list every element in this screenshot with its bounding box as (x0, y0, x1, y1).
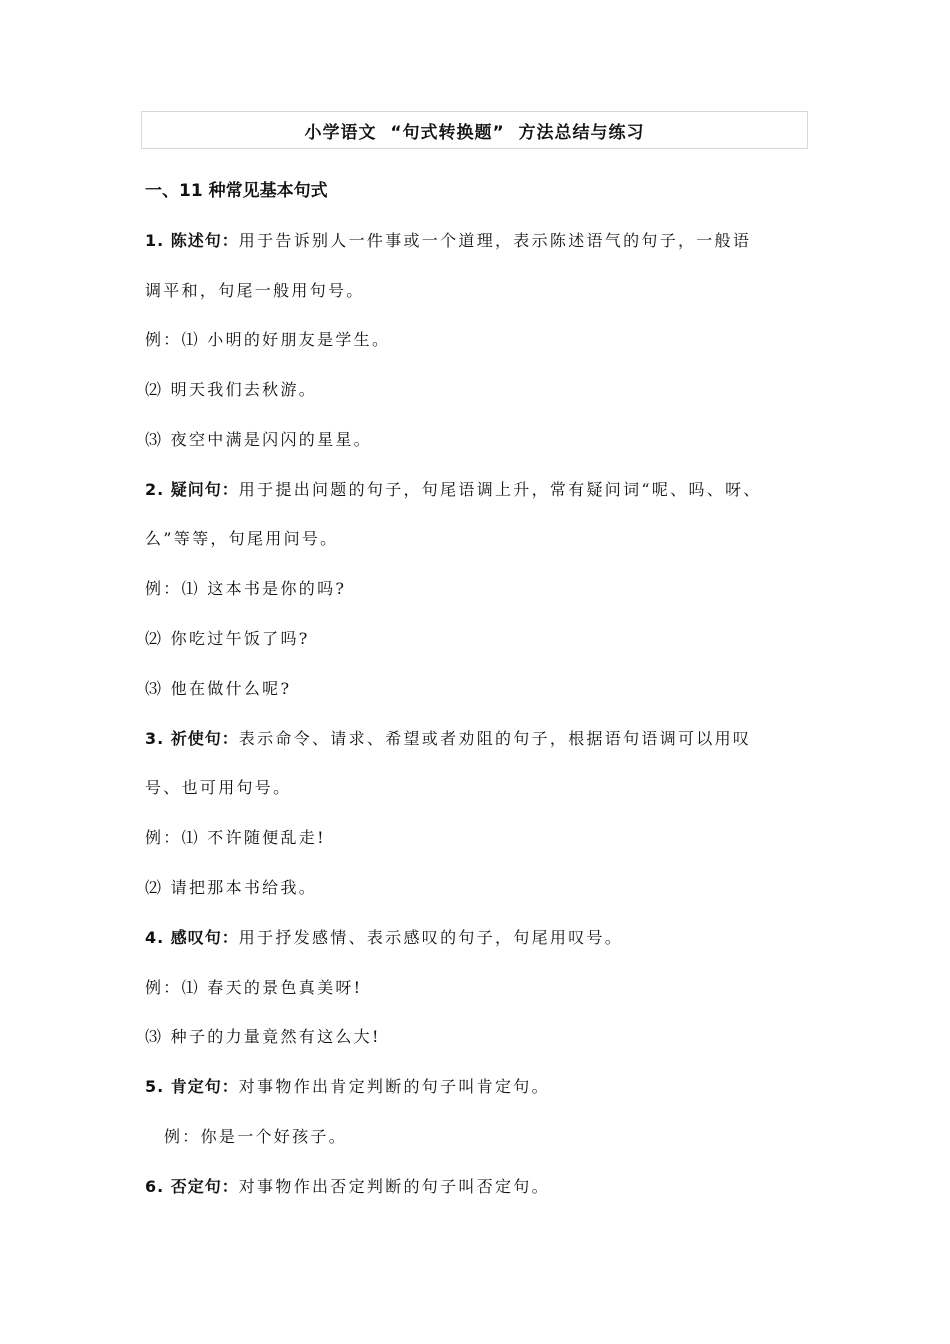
affirmative-desc-line1: 对事物作出肯定判断的句子叫肯定句。 (238, 1077, 550, 1096)
exclamatory-example-1: 例：⑴ 春天的景色真美呀! (145, 978, 363, 997)
imperative-term: 3. 祈使句： (145, 729, 239, 748)
interrogative-definition (145, 476, 762, 504)
declarative-example-2: ⑵ 明天我们去秋游。 (145, 380, 318, 399)
affirmative-term: 5. 肯定句： (145, 1077, 239, 1096)
interrogative-term: 2. 疑问句： (145, 480, 239, 499)
interrogative-example-3: ⑶ 他在做什么呢? (145, 679, 292, 698)
imperative-definition (145, 725, 751, 753)
exclamatory-desc-line1: 用于抒发感情、表示感叹的句子，句尾用叹号。 (238, 928, 624, 947)
declarative-example-3: ⑶ 夜空中满是闪闪的星星。 (145, 430, 372, 449)
exclamatory-term: 4. 感叹句： (145, 928, 239, 947)
declarative-term: 1. 陈述句： (145, 231, 239, 250)
exclamatory-definition (145, 924, 623, 952)
affirmative-example-1: 例：你是一个好孩子。 (164, 1127, 348, 1146)
affirmative-definition (145, 1073, 550, 1101)
document-title: 小学语文 “句式转换题” 方法总结与练习 (141, 111, 808, 149)
negative-term: 6. 否定句： (145, 1177, 239, 1196)
declarative-definition (145, 227, 751, 255)
interrogative-desc-line1: 用于提出问题的句子，句尾语调上升，常有疑问词“呢、吗、呀、 (238, 480, 762, 499)
negative-desc-line1: 对事物作出否定判断的句子叫否定句。 (238, 1177, 550, 1196)
declarative-desc-line1: 用于告诉别人一件事或一个道理，表示陈述语气的句子，一般语 (238, 231, 752, 250)
interrogative-example-1: 例：⑴ 这本书是你的吗? (145, 579, 347, 598)
declarative-desc-line2: 调平和，句尾一般用句号。 (145, 281, 365, 300)
imperative-example-1: 例：⑴ 不许随便乱走! (145, 828, 326, 847)
negative-definition (145, 1173, 550, 1201)
exclamatory-example-2: ⑶ 种子的力量竟然有这么大! (145, 1027, 381, 1046)
imperative-desc-line2: 号、也可用句号。 (145, 778, 292, 797)
declarative-example-1: 例：⑴ 小明的好朋友是学生。 (145, 330, 391, 349)
imperative-desc-line1: 表示命令、请求、希望或者劝阻的句子，根据语句语调可以用叹 (238, 729, 752, 748)
interrogative-desc-line2: 么”等等，句尾用问号。 (145, 529, 339, 548)
interrogative-example-2: ⑵ 你吃过午饭了吗? (145, 629, 310, 648)
section-heading: 一、11 种常见基本句式 (145, 181, 328, 201)
imperative-example-2: ⑵ 请把那本书给我。 (145, 878, 318, 897)
